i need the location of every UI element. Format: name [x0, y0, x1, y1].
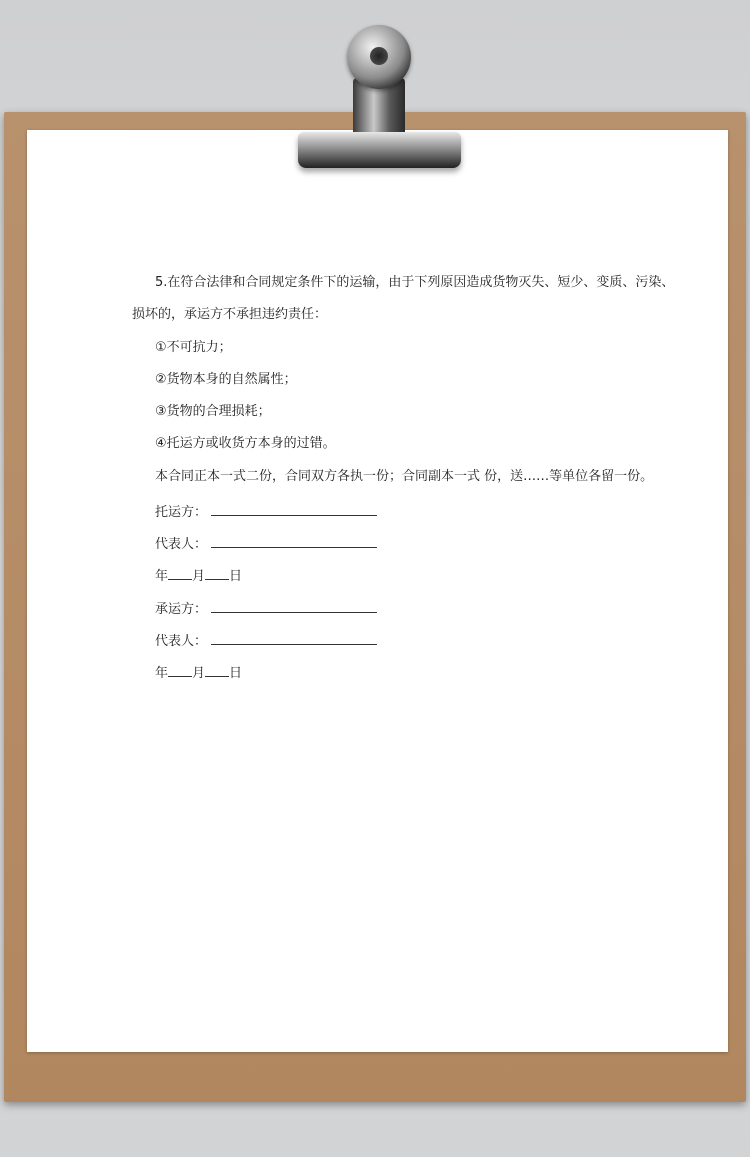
shipper-rep-label: 代表人：: [155, 537, 208, 552]
exemption-item: ①不可抗力；: [155, 340, 232, 355]
shipper-rep-line: [155, 534, 377, 553]
carrier-date-line: [155, 663, 242, 682]
exemption-item: ④托运方或收货方本身的过错。: [155, 436, 336, 451]
shipper-rep-blank[interactable]: [211, 534, 377, 548]
month-blank[interactable]: [168, 566, 192, 580]
exemption-item: ②货物本身的自然属性；: [155, 372, 297, 387]
month-label: 月: [192, 666, 206, 681]
carrier-rep-line: [155, 631, 377, 650]
year-label: 年: [155, 569, 169, 584]
month-label: 月: [192, 569, 206, 584]
shipper-label: 托运方：: [155, 505, 208, 520]
year-label: 年: [155, 666, 169, 681]
exemption-item: ③货物的合理损耗；: [155, 404, 271, 419]
shipper-signature-line: [155, 502, 377, 521]
clause-5-continued: 损坏的，承运方不承担违约责任：: [132, 307, 328, 322]
day-blank[interactable]: [205, 566, 229, 580]
day-blank[interactable]: [205, 663, 229, 677]
clause-5: 5.在符合法律和合同规定条件下的运输，由于下列原因造成货物灭失、短少、变质、污染、: [155, 275, 675, 290]
carrier-signature-line: [155, 599, 377, 618]
carrier-rep-blank[interactable]: [211, 631, 377, 645]
carrier-blank[interactable]: [211, 599, 377, 613]
carrier-rep-label: 代表人：: [155, 634, 208, 649]
day-label: 日: [229, 569, 243, 584]
shipper-blank[interactable]: [211, 502, 377, 516]
carrier-label: 承运方：: [155, 602, 208, 617]
copies-clause: 本合同正本一式二份，合同双方各执一份；合同副本一式 份，送……等单位各留一份。: [155, 469, 654, 484]
month-blank[interactable]: [168, 663, 192, 677]
shipper-date-line: [155, 566, 242, 585]
day-label: 日: [229, 666, 243, 681]
